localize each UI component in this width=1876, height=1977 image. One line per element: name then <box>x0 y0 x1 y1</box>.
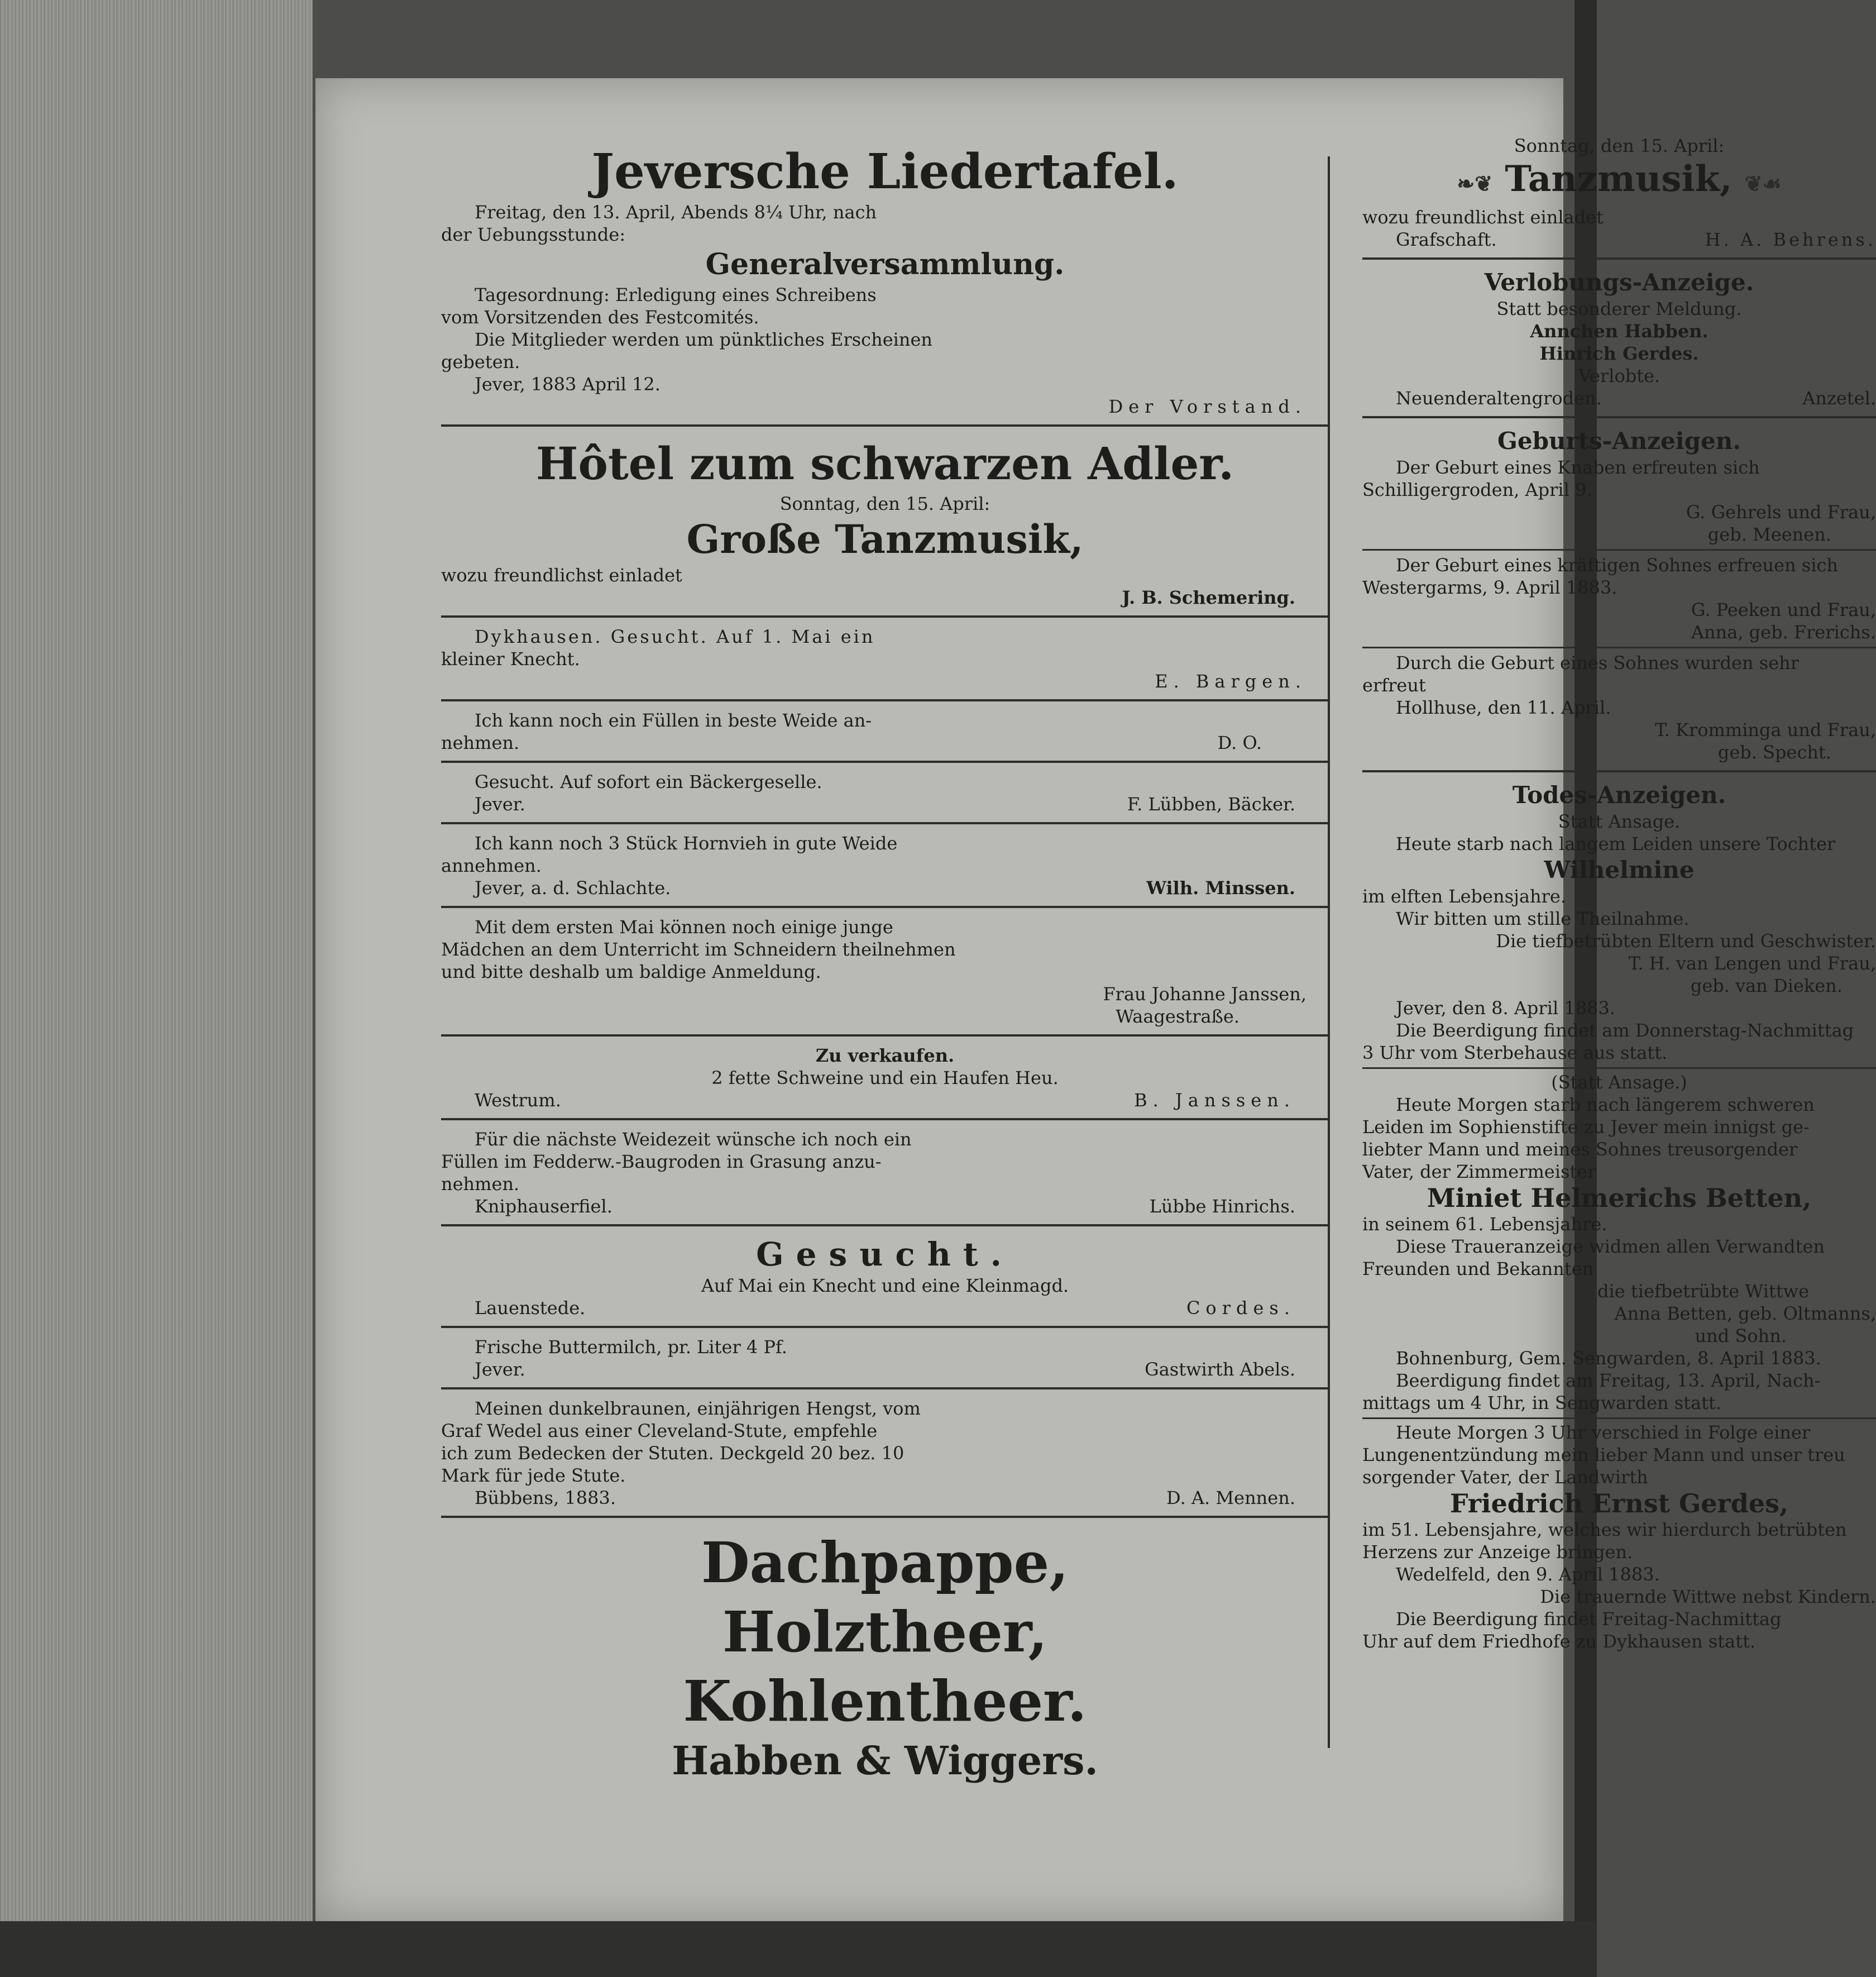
ad-signature: Anzetel. <box>1802 388 1876 409</box>
ad-line: kleiner Knecht. <box>441 648 580 670</box>
ad-line: im elften Lebensjahre. <box>1362 886 1566 907</box>
ad-line: Mit dem ersten Mai können noch einige junge <box>475 916 893 938</box>
ad-line: Die Beerdigung findet Freitag-Nachmittag <box>1396 1608 1782 1630</box>
ad-line: in seinem 61. Lebensjahre. <box>1362 1214 1607 1235</box>
ad-line: Leiden im Sophienstifte zu Jever mein innigst ge- <box>1362 1116 1810 1138</box>
ad-verlobung <box>1362 264 1876 418</box>
ad-line: Auf Mai ein Knecht und eine Kleinmagd. <box>701 1275 1069 1296</box>
death-notice <box>1362 1417 1876 1653</box>
birth-notice <box>1362 456 1876 551</box>
ad-date: Bohnenburg, Gem. Sengwarden, 8. April 1883. <box>1396 1348 1821 1369</box>
ad-signature: B. Janssen. <box>1134 1090 1295 1111</box>
ad-signature: Anna, geb. Frerichs. <box>1691 622 1876 643</box>
ad-signature: Anna Betten, geb. Oltmanns, <box>1614 1303 1876 1324</box>
ad-signature-place: Jever, a. d. Schlachte. <box>475 877 671 899</box>
ad-signature: Gastwirth Abels. <box>1145 1359 1295 1380</box>
ad-signature: Waagestraße. <box>1116 1006 1240 1027</box>
ad-signature: T. H. van Lengen und Frau, <box>1628 953 1876 974</box>
ad-signature: geb. Specht. <box>1717 742 1831 763</box>
book-edge <box>0 0 313 1977</box>
ad-name: Wilhelmine <box>1544 856 1695 884</box>
ad-title-text: Tanzmusik, <box>1505 158 1733 200</box>
ad-line: Der Geburt eines Knaben erfreuten sich <box>1396 457 1760 478</box>
ad-line: Lungenentzündung mein lieber Mann und unser treu <box>1362 1444 1845 1465</box>
ad-line: Wir bitten um stille Theilnahme. <box>1396 908 1690 929</box>
ad-signature-place: Neuenderaltengroden. <box>1396 388 1602 409</box>
ad-signature-place: nehmen. <box>441 732 520 753</box>
ad-line: Schilligergroden, April 9. <box>1362 479 1592 500</box>
ad-fuellen <box>441 706 1329 763</box>
ad-title: Verlobungs-Anzeige. <box>1484 269 1754 296</box>
ad-signature: Lübbe Hinrichs. <box>1149 1196 1295 1217</box>
ad-title: Geburts-Anzeigen. <box>1497 427 1741 455</box>
newspaper-page <box>315 78 1876 1921</box>
ad-signature: G. Gehrels und Frau, <box>1686 502 1876 523</box>
ad-line: mittags um 4 Uhr, in Sengwarden statt. <box>1362 1392 1721 1413</box>
ad-title: Jeversche Liedertafel. <box>591 144 1179 200</box>
ad-line: Durch die Geburt eines Sohnes wurden sehr <box>1396 652 1800 674</box>
ad-signature: D. A. Mennen. <box>1166 1487 1295 1508</box>
ad-gesucht <box>441 1231 1329 1328</box>
ad-signature: Die tiefbetrübten Eltern und Geschwister. <box>1496 930 1876 952</box>
ad-event: Große Tanzmusik, <box>686 516 1084 562</box>
ad-tanzmusik <box>1362 131 1876 260</box>
ad-line: Statt Ansage. <box>1558 811 1681 832</box>
ad-title <box>1362 157 1876 206</box>
ad-line: Ich kann noch ein Füllen in beste Weide an- <box>475 710 872 731</box>
ad-line: (Statt Ansage.) <box>1551 1072 1687 1093</box>
ad-signature-place: Jever. <box>475 794 525 815</box>
ad-line: liebter Mann und meines Sohnes treusorgender <box>1362 1139 1798 1160</box>
ad-signature: geb. Meenen. <box>1707 524 1831 545</box>
ad-line: Graf Wedel aus einer Cleveland-Stute, empfehle <box>441 1420 878 1441</box>
ad-line: Frische Buttermilch, pr. Liter 4 Pf. <box>475 1336 787 1358</box>
ad-product: Kohlentheer. <box>683 1668 1087 1734</box>
ad-title: Zu verkaufen. <box>815 1045 955 1066</box>
ad-line: im 51. Lebensjahre, welches wir hierdurch betrübten <box>1362 1519 1847 1540</box>
ornament-right-icon: ❦☙ <box>1744 171 1782 196</box>
ad-signature: Frau Johanne Janssen, <box>1103 983 1306 1005</box>
ad-date: Jever, den 8. April 1883. <box>1396 997 1615 1019</box>
ad-line: ich zum Bedecken der Stuten. Deckgeld 20 bez. 10 <box>441 1443 904 1464</box>
ad-signature: die tiefbetrübte Wittwe <box>1597 1281 1809 1302</box>
ad-weidezeit <box>441 1125 1329 1226</box>
ad-line: der Uebungsstunde: <box>441 224 626 245</box>
ad-signature-place: Lauenstede. <box>475 1297 586 1319</box>
ad-signature: Die trauernde Wittwe nebst Kindern. <box>1540 1586 1876 1607</box>
ad-product: Holztheer, <box>722 1599 1048 1665</box>
ad-buttermilch <box>441 1333 1329 1389</box>
ad-title: Gesucht. <box>756 1235 1014 1273</box>
ad-signature: Cordes. <box>1186 1297 1295 1319</box>
ad-line: und bitte deshalb um baldige Anmeldung. <box>441 961 821 982</box>
ad-line: Gesucht. Auf sofort ein Bäckergeselle. <box>475 771 822 792</box>
ad-product: Dachpappe, <box>701 1530 1069 1596</box>
ad-date: Wedelfeld, den 9. April 1883. <box>1396 1564 1660 1585</box>
ad-name: Hinrich Gerdes. <box>1539 343 1699 364</box>
ad-hornvieh <box>441 829 1329 908</box>
ad-dykhausen <box>441 622 1329 701</box>
death-notice <box>1362 1067 1876 1414</box>
ad-line: 3 Uhr vom Sterbehause aus statt. <box>1362 1042 1668 1063</box>
ad-signature: H. A. Behrens. <box>1705 229 1876 250</box>
ad-line: Heute Morgen 3 Uhr verschied in Folge einer <box>1396 1422 1811 1443</box>
ad-line: Diese Traueranzeige widmen allen Verwandten <box>1396 1236 1825 1257</box>
ad-line: Mark für jede Stute. <box>441 1465 626 1486</box>
ad-line: annehmen. <box>441 855 542 876</box>
ad-line: Der Geburt eines kräftigen Sohnes erfreuen sich <box>1396 555 1838 576</box>
ad-line: Tagesordnung: Erledigung eines Schreibens <box>475 284 877 305</box>
ad-line: Füllen im Fedderw.-Baugroden in Grasung anzu- <box>441 1151 882 1172</box>
ad-line: Dykhausen. Gesucht. Auf 1. Mai ein <box>475 626 875 647</box>
ad-title: Hôtel zum schwarzen Adler. <box>535 437 1234 490</box>
ad-line: erfreut <box>1362 675 1426 696</box>
ad-line: Mädchen an dem Unterricht im Schneidern theilnehmen <box>441 939 956 960</box>
ad-line: 2 fette Schweine und ein Haufen Heu. <box>711 1067 1059 1088</box>
ad-line: Freunden und Bekannten <box>1362 1258 1594 1279</box>
ad-geburt <box>1362 423 1876 772</box>
ad-liedertafel <box>441 140 1329 427</box>
left-column <box>441 140 1329 1797</box>
ad-signature-place: Grafschaft. <box>1396 229 1497 250</box>
ad-line: Beerdigung findet am Freitag, 13. April, Nach- <box>1396 1370 1821 1391</box>
ad-line: Freitag, den 13. April, Abends 8¼ Uhr, nach <box>475 202 877 223</box>
ad-title: Todes-Anzeigen. <box>1512 781 1726 809</box>
ad-line: Vater, der Zimmermeister <box>1362 1161 1596 1182</box>
scan-border-bottom <box>0 1921 1597 1977</box>
ad-date: Sonntag, den 15. April: <box>779 493 990 514</box>
death-notice <box>1362 810 1876 1064</box>
ad-line: Heute Morgen starb nach längerem schweren <box>1396 1094 1815 1115</box>
ad-signature-place: Jever. <box>475 1359 525 1380</box>
birth-notice <box>1362 554 1876 648</box>
ad-name: Miniet Helmerichs Betten, <box>1427 1183 1812 1213</box>
ad-signature: geb. van Dieken. <box>1690 975 1842 996</box>
ad-signature: T. Kromminga und Frau, <box>1655 719 1876 741</box>
ad-line: Verlobte. <box>1578 365 1660 386</box>
ad-line: wozu freundlichst einladet <box>1362 207 1604 228</box>
ad-signature: und Sohn. <box>1695 1325 1787 1346</box>
ad-line: vom Vorsitzenden des Festcomités. <box>441 307 759 328</box>
ad-subtitle: Generalversammlung. <box>705 247 1065 281</box>
ad-line: Ich kann noch 3 Stück Hornvieh in gute Weide <box>475 833 898 854</box>
ad-hengst <box>441 1394 1329 1518</box>
ad-line: Heute starb nach langem Leiden unsere Tochter <box>1396 833 1836 854</box>
ad-line: sorgender Vater, der Landwirth <box>1362 1467 1648 1488</box>
ad-signature: F. Lübben, Bäcker. <box>1127 794 1295 815</box>
ad-signature: Der Vorstand. <box>1108 396 1306 417</box>
ad-hotel <box>441 431 1329 618</box>
ad-line: wozu freundlichst einladet <box>441 565 682 586</box>
ad-signature-place: Kniphauserfiel. <box>475 1196 612 1217</box>
ad-signature-place: Bübbens, 1883. <box>475 1487 616 1508</box>
ad-signature: D. O. <box>1217 732 1262 753</box>
ad-name: Friedrich Ernst Gerdes, <box>1449 1488 1789 1518</box>
ad-signature: Wilh. Minssen. <box>1146 877 1295 899</box>
ad-line: Die Mitglieder werden um pünktliches Erscheinen <box>475 329 933 350</box>
ad-line: Meinen dunkelbraunen, einjährigen Hengst, vom <box>475 1398 921 1419</box>
ad-verkaufen <box>441 1041 1329 1120</box>
ad-line: Herzens zur Anzeige bringen. <box>1362 1541 1633 1563</box>
ad-signature: E. Bargen. <box>1155 671 1306 692</box>
ad-baecker <box>441 767 1329 824</box>
ornament-left-icon: ❧❦ <box>1457 171 1493 196</box>
ad-dachpappe <box>441 1522 1329 1793</box>
ad-line: nehmen. <box>441 1173 520 1195</box>
ad-firm: Habben & Wiggers. <box>672 1737 1098 1784</box>
ad-line: gebeten. <box>441 351 520 373</box>
birth-notice <box>1362 652 1876 763</box>
ad-line: Die Beerdigung findet am Donnerstag-Nachmittag <box>1396 1020 1854 1041</box>
ad-schneidern <box>441 913 1329 1037</box>
ad-line: Uhr auf dem Friedhofe zu Dykhausen statt. <box>1362 1631 1756 1652</box>
ad-signature: G. Peeken und Frau, <box>1691 599 1876 620</box>
ad-signature: J. B. Schemering. <box>1122 587 1295 608</box>
ad-line: Statt besonderer Meldung. <box>1496 298 1742 319</box>
ad-line: Für die nächste Weidezeit wünsche ich noch ein <box>475 1129 912 1150</box>
ad-date: Jever, 1883 April 12. <box>475 374 661 395</box>
ad-line: Westergarms, 9. April 1883. <box>1362 577 1617 598</box>
ad-date: Sonntag, den 15. April: <box>1514 135 1725 156</box>
ad-line: Hollhuse, den 11. April. <box>1396 697 1611 718</box>
ad-name: Annchen Habben. <box>1530 321 1708 342</box>
ad-signature-place: Westrum. <box>475 1090 561 1111</box>
right-column <box>1362 131 1876 1664</box>
ad-todes <box>1362 777 1876 1659</box>
